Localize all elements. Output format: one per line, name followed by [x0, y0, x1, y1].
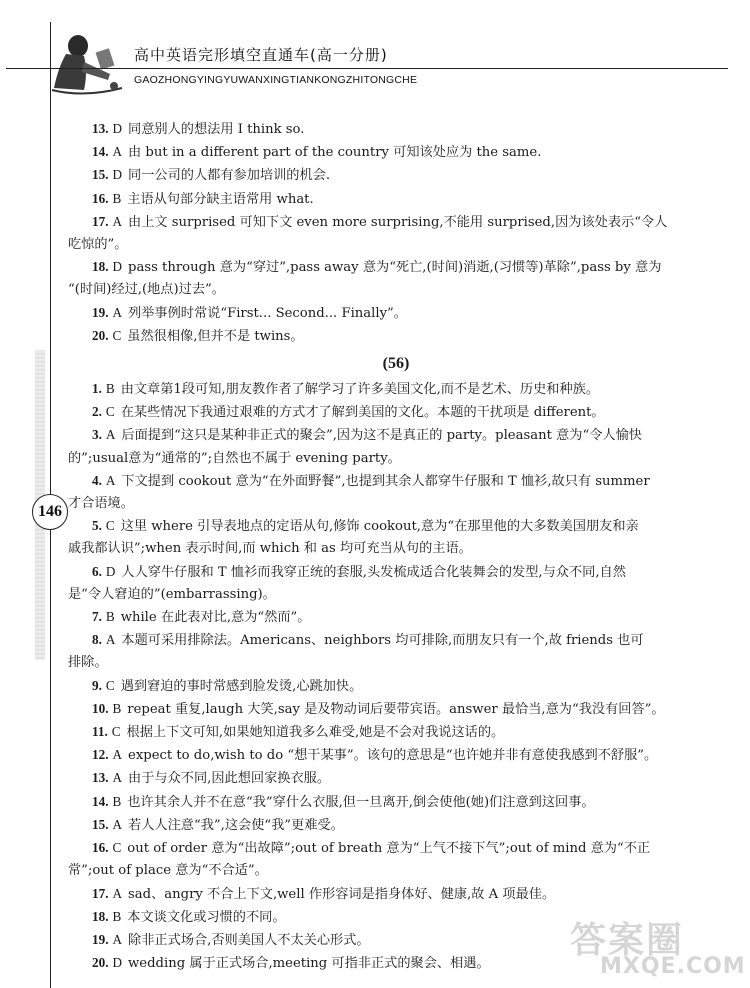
item-answer: A	[105, 472, 116, 488]
item-number: 20.	[92, 955, 109, 971]
item-answer: C	[105, 677, 115, 693]
item-answer: A	[105, 632, 116, 648]
item-number: 2.	[92, 404, 102, 420]
answer-item	[92, 721, 700, 744]
page-number: 146	[32, 494, 68, 530]
item-explanation: 由文章第1段可知,朋友教作者了解学习了许多美国文化,而不是艺术、历史和种族。	[120, 382, 600, 398]
item-explanation: 后面提到“这只是某种非正式的聚会”,因为这不是真正的 party。pleasant 意为“令人愉快	[121, 428, 642, 444]
item-number: 16.	[92, 840, 109, 856]
answer-item	[92, 744, 700, 767]
watermark-line2: MXQE.COM	[600, 954, 746, 979]
item-explanation: 由上文 surprised 可知下文 even more surprising,不能用 surprised,因为该处表示“令人	[128, 214, 668, 230]
series-title: 高中英语完形填空直通车(高一分册)	[134, 46, 388, 64]
answer-item	[92, 606, 700, 629]
watermark-line1: 答案圈	[570, 920, 685, 961]
item-number: 4.	[92, 472, 102, 488]
item-answer: B	[112, 700, 122, 716]
item-explanation: expect to do,wish to do “想干某事”。该句的意思是“也许她并非有意使我感到不舒服”。	[128, 748, 658, 764]
item-number: 3.	[92, 427, 102, 443]
item-number: 13.	[92, 121, 109, 136]
item-explanation: 这里 where 引导表地点的定语从句,修饰 cookout,意为“在那里他的大多数美国朋友和亲	[120, 519, 639, 535]
answer-item	[92, 629, 700, 652]
item-explanation-continued: 排除。	[68, 655, 108, 671]
item-number: 7.	[92, 609, 102, 625]
item-number: 15.	[92, 167, 109, 183]
item-number: 8.	[92, 632, 102, 648]
item-explanation-continued: 的”;usual意为“通常的”;自然也不属于 evening party。	[68, 450, 401, 466]
item-explanation: 除非正式场合,否则美国人不太关心形式。	[128, 932, 370, 948]
item-answer: B	[112, 908, 122, 924]
item-explanation: 本文谈文化或习惯的不同。	[127, 909, 286, 925]
item-explanation-continued: 戚我都认识”;when 表示时间,而 which 和 as 均可充当从句的主语。	[68, 541, 472, 557]
answer-item	[92, 378, 700, 401]
item-number: 12.	[92, 747, 109, 763]
item-answer: D	[112, 121, 123, 136]
item-explanation: out of order 意为“出故障”;out of breath 意为“上气不接下气”;out of mind 意为“不正	[127, 841, 651, 857]
item-answer: B	[105, 381, 115, 397]
answer-item	[92, 164, 700, 187]
item-answer: A	[112, 931, 123, 947]
item-explanation: 同一公司的人都有参加培训的机会.	[128, 168, 331, 184]
answer-item	[92, 883, 700, 906]
item-number: 14.	[92, 144, 109, 160]
item-answer: D	[105, 563, 116, 579]
item-explanation: 虽然很相像,但并不是 twins。	[127, 328, 304, 344]
item-answer: A	[112, 304, 123, 320]
section-title: (56)	[382, 355, 410, 373]
item-number: 20.	[92, 327, 109, 343]
item-explanation: 遇到窘迫的事时常感到脸发烫,心跳加快。	[120, 678, 363, 694]
item-answer: A	[105, 427, 116, 443]
item-explanation: 根据上下文可知,如果她知道我多么难受,她是不会对我说这话的。	[126, 725, 505, 741]
item-explanation: 由于与众不同,因此想回家换衣服。	[128, 771, 331, 787]
item-answer: C	[105, 518, 115, 534]
item-answer: B	[112, 190, 122, 206]
item-explanation: 本题可采用排除法。Americans、neighbors 均可排除,而朋友只有一个,故 friends 也可	[121, 633, 644, 649]
answer-item	[92, 698, 700, 721]
item-explanation: 下文提到 cookout 意为“在外面野餐”,也提到其余人都穿牛仔服和 T 恤衫,故只有 summer	[121, 473, 650, 489]
answer-item	[92, 302, 700, 325]
answer-content	[68, 118, 700, 975]
page-header	[0, 0, 750, 110]
item-explanation: sad、angry 不合上下文,well 作形容词是指身体好、健康,故 A 项最佳。	[128, 886, 556, 902]
item-explanation: 由 but in a different part of the country 可知该处应为 the same.	[128, 145, 542, 161]
item-explanation-continued: 是“令人窘迫的”(embarrassing)。	[68, 586, 276, 602]
answer-item	[92, 791, 700, 814]
item-explanation: 人人穿牛仔服和 T 恤衫而我穿正统的套服,头发梳成适合化装舞会的发型,与众不同,自然	[121, 564, 626, 580]
answer-item	[92, 188, 700, 211]
answer-item	[92, 424, 700, 447]
answer-item	[92, 141, 700, 164]
answer-item	[92, 470, 700, 493]
item-explanation-continued: 才合语境。	[68, 496, 134, 512]
item-explanation: repeat 重复,laugh 大笑,say 是及物动词后要带宾语。answer 最恰当,意为“我没有回答”。	[127, 701, 665, 717]
answer-item	[92, 256, 700, 279]
item-answer: A	[112, 816, 123, 832]
item-explanation-continued: 吃惊的”。	[68, 237, 128, 253]
item-explanation: pass through 意为“穿过”,pass away 意为“死亡,(时间)消逝,(习惯等)革除”,pass by 意为	[128, 260, 662, 276]
item-explanation: 也许其余人并不在意“我”穿什么衣服,但一旦离开,倒会使他(她)们注意到这回事。	[127, 794, 595, 810]
item-explanation-continued: 常”;out of place 意为“不合适”。	[68, 863, 268, 879]
answer-item	[92, 515, 700, 538]
item-number: 18.	[92, 908, 109, 924]
item-answer: B	[105, 609, 115, 625]
series-pinyin: GAOZHONGYINGYUWANXINGTIANKONGZHITONGCHE	[134, 74, 418, 86]
item-answer: A	[112, 144, 123, 160]
item-explanation: 在某些情况下我通过艰难的方式才了解到美国的文化。本题的干扰项是 different。	[120, 405, 605, 421]
item-answer: D	[112, 259, 123, 275]
answer-item	[92, 211, 700, 234]
answer-list-part1	[68, 118, 700, 348]
item-answer: D	[112, 167, 123, 183]
item-explanation: 主语从句部分缺主语常用 what.	[127, 191, 314, 207]
item-answer: C	[105, 404, 115, 420]
item-number: 11.	[92, 724, 108, 740]
answer-item	[92, 767, 700, 790]
item-answer: C	[112, 327, 122, 343]
answer-item	[92, 837, 700, 860]
reading-girl-logo-icon	[44, 28, 132, 100]
item-number: 17.	[92, 885, 109, 901]
item-number: 19.	[92, 304, 109, 320]
item-answer: C	[111, 724, 121, 740]
item-number: 19.	[92, 931, 109, 947]
header-rule	[6, 68, 728, 69]
item-answer: C	[112, 840, 122, 856]
item-number: 6.	[92, 563, 102, 579]
item-answer: A	[112, 770, 123, 786]
item-answer: A	[112, 747, 123, 763]
item-answer: B	[112, 793, 122, 809]
item-number: 14.	[92, 793, 109, 809]
item-answer: D	[112, 955, 123, 971]
item-number: 15.	[92, 816, 109, 832]
item-explanation: 同意别人的想法用 I think so.	[128, 122, 305, 137]
item-explanation: 列举事例时常说“First... Second... Finally”。	[128, 305, 407, 321]
answer-item	[92, 401, 700, 424]
item-number: 5.	[92, 518, 102, 534]
answer-list-part2	[68, 378, 700, 975]
item-answer: A	[112, 213, 123, 229]
item-number: 13.	[92, 770, 109, 786]
item-number: 9.	[92, 677, 102, 693]
item-answer: A	[112, 885, 123, 901]
item-number: 1.	[92, 381, 102, 397]
item-explanation: wedding 属于正式场合,meeting 可指非正式的聚会、相遇。	[128, 956, 490, 972]
item-explanation-continued: “(时间)经过,(地点)过去”。	[68, 282, 225, 298]
answer-item	[92, 325, 700, 348]
item-number: 18.	[92, 259, 109, 275]
answer-item	[92, 675, 700, 698]
item-explanation: while 在此表对比,意为“然而”。	[120, 610, 311, 626]
answer-item	[92, 561, 700, 584]
item-explanation: 若人人注意“我”,这会使“我”更难受。	[128, 817, 344, 833]
answer-item	[92, 118, 700, 141]
answer-item	[92, 814, 700, 837]
watermark	[570, 910, 746, 980]
item-number: 16.	[92, 190, 109, 206]
item-number: 10.	[92, 700, 109, 716]
item-number: 17.	[92, 213, 109, 229]
